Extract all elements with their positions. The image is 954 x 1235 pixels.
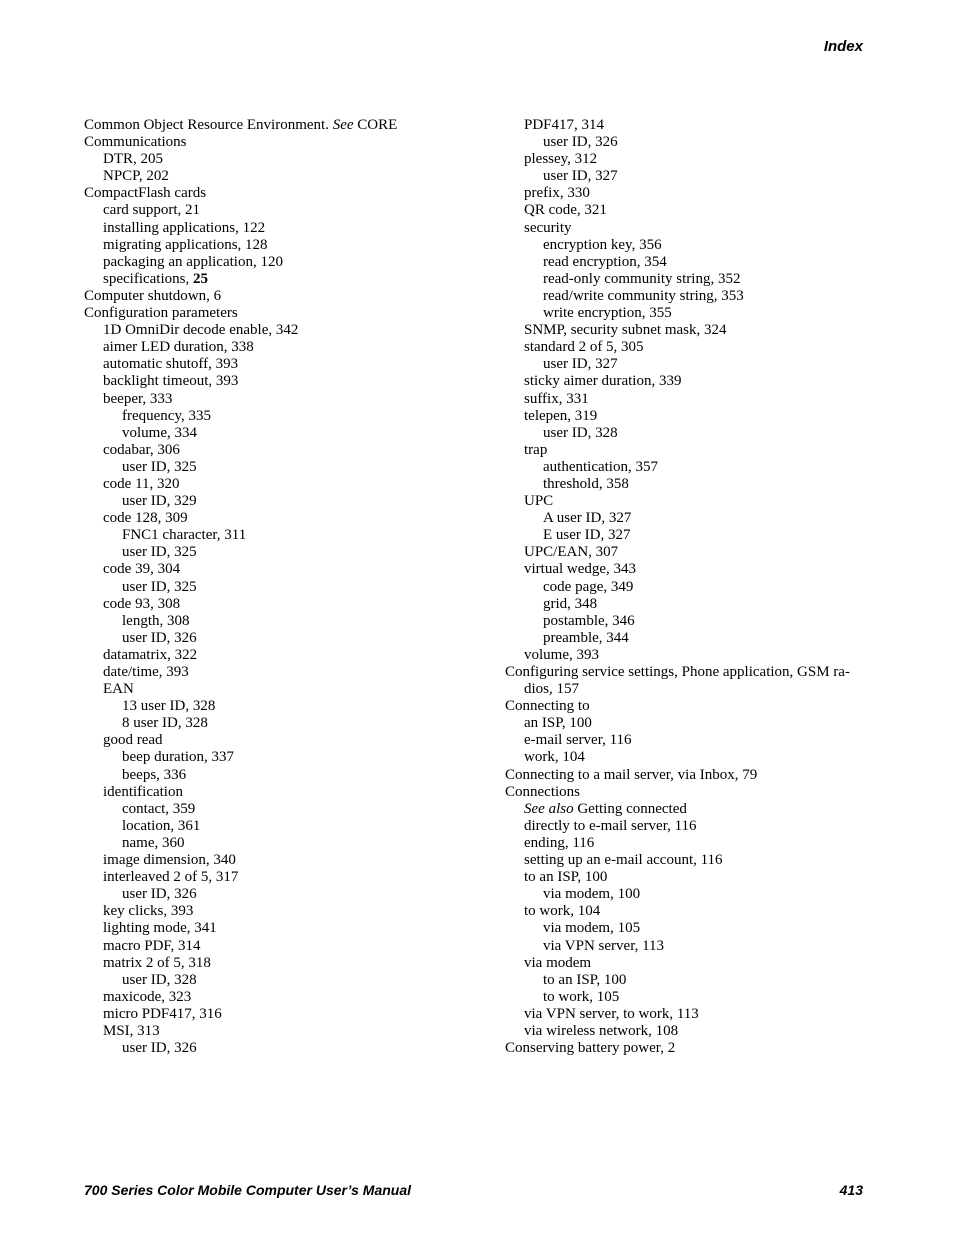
entry-text: suffix, 331 (524, 390, 589, 407)
entry-text: matrix 2 of 5, 318 (103, 954, 211, 971)
entry-text: 13 user ID, 328 (122, 698, 216, 715)
index-entry (84, 339, 484, 356)
entry-text: trap (524, 441, 548, 458)
entry-text: work, 104 (524, 749, 585, 766)
index-entry (84, 613, 484, 630)
entry-text: lighting mode, 341 (103, 920, 217, 937)
index-entry (84, 681, 484, 698)
entry-text: QR code, 321 (524, 202, 607, 219)
entry-text: user ID, 325 (122, 544, 197, 561)
entry-text: via modem, 100 (543, 886, 641, 903)
index-entry (505, 527, 875, 544)
index-entry (84, 202, 484, 219)
index-entry (84, 698, 484, 715)
entry-text: E user ID, 327 (543, 527, 631, 544)
index-entry (84, 561, 484, 578)
entry-text: good read (103, 732, 163, 749)
entry-text: user ID, 326 (122, 1040, 197, 1057)
index-entry (84, 271, 484, 288)
index-entry (84, 664, 484, 681)
entry-text: automatic shutoff, 393 (103, 356, 239, 373)
entry-text: maxicode, 323 (103, 988, 192, 1005)
entry-text: user ID, 326 (122, 886, 197, 903)
entry-text: preamble, 344 (543, 629, 629, 646)
entry-text: name, 360 (122, 834, 185, 851)
entry-text: backlight timeout, 393 (103, 373, 239, 390)
entry-text: read/write community string, 353 (543, 287, 744, 304)
index-entry (505, 476, 875, 493)
entry-text: DTR, 205 (103, 151, 163, 168)
entry-text: telepen, 319 (524, 407, 598, 424)
entry-text: code 93, 308 (103, 595, 181, 612)
index-entry (84, 322, 484, 339)
entry-text: migrating applications, 128 (103, 236, 268, 253)
index-entry (84, 544, 484, 561)
entry-text: Common Object Resource Environment. (84, 117, 333, 133)
index-entry (505, 117, 875, 134)
index-entry (84, 732, 484, 749)
entry-text: specifications, (103, 270, 193, 287)
entry-text: key clicks, 393 (103, 903, 194, 920)
page-number: 413 (839, 1182, 863, 1198)
entry-text: user ID, 329 (122, 493, 197, 510)
index-entry (84, 818, 484, 835)
index-entry (505, 373, 875, 390)
index-entry (505, 818, 875, 835)
entry-text: EAN (103, 681, 134, 698)
entry-text: e-mail server, 116 (524, 732, 632, 749)
index-entry (84, 117, 484, 134)
index-entry (505, 510, 875, 527)
index-entry (505, 647, 875, 664)
index-entry (505, 835, 875, 852)
entry-text: sticky aimer duration, 339 (524, 373, 682, 390)
index-entry (505, 972, 875, 989)
index-entry (84, 168, 484, 185)
index-entry (505, 220, 875, 237)
entry-text: NPCP, 202 (103, 168, 169, 185)
entry-text: installing applications, 122 (103, 219, 266, 236)
index-entry (505, 784, 875, 801)
entry-text: 1D OmniDir decode enable, 342 (103, 322, 299, 339)
index-entry (84, 886, 484, 903)
entry-text: packaging an application, 120 (103, 253, 283, 270)
index-entry (84, 510, 484, 527)
entry-text: via VPN server, 113 (543, 937, 665, 954)
entry-text: via VPN server, to work, 113 (524, 1005, 699, 1022)
index-entry (84, 134, 484, 151)
entry-text: read encryption, 354 (543, 253, 667, 270)
entry-text: beep duration, 337 (122, 749, 235, 766)
entry-text: length, 308 (122, 612, 190, 629)
entry-text: 8 user ID, 328 (122, 715, 208, 732)
entry-text: user ID, 328 (122, 971, 197, 988)
entry-text: Connections (505, 783, 580, 800)
entry-text: Getting connected (573, 800, 687, 817)
entry-text: beeper, 333 (103, 390, 173, 407)
entry-text: frequency, 335 (122, 407, 211, 424)
running-footer-manual-title: 700 Series Color Mobile Computer User’s Manual (84, 1182, 412, 1198)
index-entry (84, 749, 484, 766)
entry-text: user ID, 328 (543, 424, 618, 441)
index-entry (84, 373, 484, 390)
index-entry (505, 151, 875, 168)
entry-text: directly to e-mail server, 116 (524, 817, 697, 834)
index-entry (505, 271, 875, 288)
index-entry (84, 989, 484, 1006)
entry-text: contact, 359 (122, 800, 196, 817)
index-entry (505, 425, 875, 442)
entry-text: interleaved 2 of 5, 317 (103, 869, 239, 886)
running-header-title: Index (823, 38, 863, 55)
index-entry (84, 715, 484, 732)
index-entry (505, 339, 875, 356)
index-entry (84, 903, 484, 920)
entry-text: FNC1 character, 311 (122, 527, 247, 544)
entry-text: Communications (84, 134, 187, 151)
entry-text: virtual wedge, 343 (524, 561, 637, 578)
index-entry (84, 476, 484, 493)
entry-text: grid, 348 (543, 595, 598, 612)
cross-reference-term: See (332, 117, 354, 133)
index-entry (84, 305, 484, 322)
index-entry (84, 920, 484, 937)
index-entry (84, 955, 484, 972)
entry-text: to an ISP, 100 (524, 869, 608, 886)
entry-text: volume, 393 (524, 646, 599, 663)
index-entry (84, 237, 484, 254)
index-entry (505, 989, 875, 1006)
entry-text: encryption key, 356 (543, 236, 662, 253)
index-entry (505, 886, 875, 903)
index-entry (505, 322, 875, 339)
index-column-left (84, 117, 484, 1057)
index-entry (505, 544, 875, 561)
index-entry (84, 425, 484, 442)
index-entry (505, 459, 875, 476)
entry-text: user ID, 327 (543, 356, 618, 373)
index-entry (84, 459, 484, 476)
entry-text: date/time, 393 (103, 664, 189, 680)
entry-text: user ID, 326 (543, 134, 618, 151)
index-column-right (505, 117, 875, 1057)
entry-text: an ISP, 100 (524, 715, 592, 732)
entry-text: to an ISP, 100 (543, 971, 627, 988)
entry-text: MSI, 313 (103, 1022, 160, 1039)
index-entry (84, 869, 484, 886)
entry-text: setting up an e-mail account, 116 (524, 852, 723, 869)
index-entry (505, 561, 875, 578)
entry-text: code 11, 320 (103, 475, 180, 492)
index-entry (505, 391, 875, 408)
entry-text: dios, 157 (524, 681, 580, 698)
index-entry (84, 784, 484, 801)
entry-text: via modem, 105 (543, 920, 641, 937)
entry-text: user ID, 326 (122, 629, 197, 646)
index-entry (84, 801, 484, 818)
index-entry (84, 220, 484, 237)
index-entry (505, 237, 875, 254)
cross-reference-term: See also (524, 800, 574, 817)
index-entry (505, 288, 875, 305)
entry-text: plessey, 312 (524, 151, 598, 168)
entry-text: code page, 349 (543, 578, 634, 595)
index-entry (84, 630, 484, 647)
index-entry (505, 903, 875, 920)
index-entry (505, 732, 875, 749)
entry-text: micro PDF417, 316 (103, 1005, 222, 1022)
entry-text: CompactFlash cards (84, 185, 207, 202)
index-entry (505, 955, 875, 972)
entry-text: CORE (353, 117, 398, 133)
index-entry (505, 579, 875, 596)
entry-text: via wireless network, 108 (524, 1022, 679, 1039)
index-entry (84, 254, 484, 271)
entry-text: write encryption, 355 (543, 305, 672, 322)
index-entry (505, 1040, 875, 1057)
index-entry (505, 938, 875, 955)
index-entry (505, 801, 875, 818)
entry-text: location, 361 (122, 817, 201, 834)
index-entry (505, 869, 875, 886)
index-entry (505, 1006, 875, 1023)
index-entry (505, 356, 875, 373)
bold-page-ref: 25 (192, 270, 208, 287)
entry-text: postamble, 346 (543, 612, 635, 629)
index-entry (505, 715, 875, 732)
entry-text: SNMP, security subnet mask, 324 (524, 322, 727, 339)
entry-text: security (524, 219, 572, 236)
index-entry (84, 647, 484, 664)
index-entry (505, 254, 875, 271)
index-entry (84, 527, 484, 544)
index-entry (84, 1023, 484, 1040)
index-entry (84, 408, 484, 425)
index-entry (84, 391, 484, 408)
index-entry (84, 1006, 484, 1023)
entry-text: Configuring service settings, Phone application, GSM ra- (505, 664, 850, 680)
index-entry (84, 442, 484, 459)
entry-text: A user ID, 327 (543, 510, 632, 527)
index-entry (505, 664, 875, 681)
entry-text: threshold, 358 (543, 475, 629, 492)
entry-text: codabar, 306 (103, 441, 180, 458)
entry-text: code 128, 309 (103, 510, 188, 527)
index-entry (505, 596, 875, 613)
index-entry (84, 938, 484, 955)
entry-text: Computer shutdown, 6 (84, 287, 222, 304)
entry-text: image dimension, 340 (103, 852, 236, 869)
index-entry (505, 134, 875, 151)
index-entry (84, 835, 484, 852)
index-entry (505, 698, 875, 715)
index-entry (505, 168, 875, 185)
entry-text: identification (103, 783, 183, 800)
index-entry (84, 596, 484, 613)
entry-text: prefix, 330 (524, 185, 590, 202)
entry-text: datamatrix, 322 (103, 646, 198, 663)
index-entry (505, 630, 875, 647)
index-entry (505, 749, 875, 766)
index-entry (84, 185, 484, 202)
entry-text: standard 2 of 5, 305 (524, 339, 644, 356)
index-entry (84, 493, 484, 510)
entry-text: user ID, 325 (122, 578, 197, 595)
index-entry (505, 493, 875, 510)
entry-text: user ID, 327 (543, 168, 618, 185)
index-entry (505, 185, 875, 202)
entry-text: volume, 334 (122, 424, 197, 441)
entry-text: PDF417, 314 (524, 117, 605, 133)
index-entry (84, 852, 484, 869)
entry-text: user ID, 325 (122, 458, 197, 475)
entry-text: ending, 116 (524, 834, 595, 851)
index-entry (505, 202, 875, 219)
entry-text: macro PDF, 314 (103, 937, 201, 954)
index-entry (505, 1023, 875, 1040)
index-entry (505, 681, 875, 698)
entry-text: card support, 21 (103, 202, 201, 219)
entry-text: authentication, 357 (543, 458, 658, 475)
index-entry (505, 613, 875, 630)
index-entry (505, 408, 875, 425)
entry-text: Connecting to a mail server, via Inbox, 79 (505, 766, 758, 783)
index-entry (84, 579, 484, 596)
index-entry (84, 356, 484, 373)
entry-text: beeps, 336 (122, 766, 187, 783)
entry-text: read-only community string, 352 (543, 270, 741, 287)
entry-text: to work, 105 (543, 988, 620, 1005)
index-entry (505, 920, 875, 937)
entry-text: code 39, 304 (103, 561, 181, 578)
index-entry (84, 767, 484, 784)
entry-text: UPC (524, 493, 554, 510)
entry-text: to work, 104 (524, 903, 601, 920)
index-entry (505, 442, 875, 459)
entry-text: UPC/EAN, 307 (524, 544, 619, 561)
entry-text: aimer LED duration, 338 (103, 339, 254, 356)
index-entry (505, 305, 875, 322)
index-entry (505, 767, 875, 784)
index-entry (84, 288, 484, 305)
index-entry (84, 1040, 484, 1057)
index-entry (84, 972, 484, 989)
entry-text: Connecting to (505, 698, 590, 715)
index-entry (505, 852, 875, 869)
entry-text: via modem (524, 954, 592, 971)
entry-text: Configuration parameters (84, 305, 238, 322)
entry-text: Conserving battery power, 2 (505, 1040, 676, 1057)
index-entry (84, 151, 484, 168)
